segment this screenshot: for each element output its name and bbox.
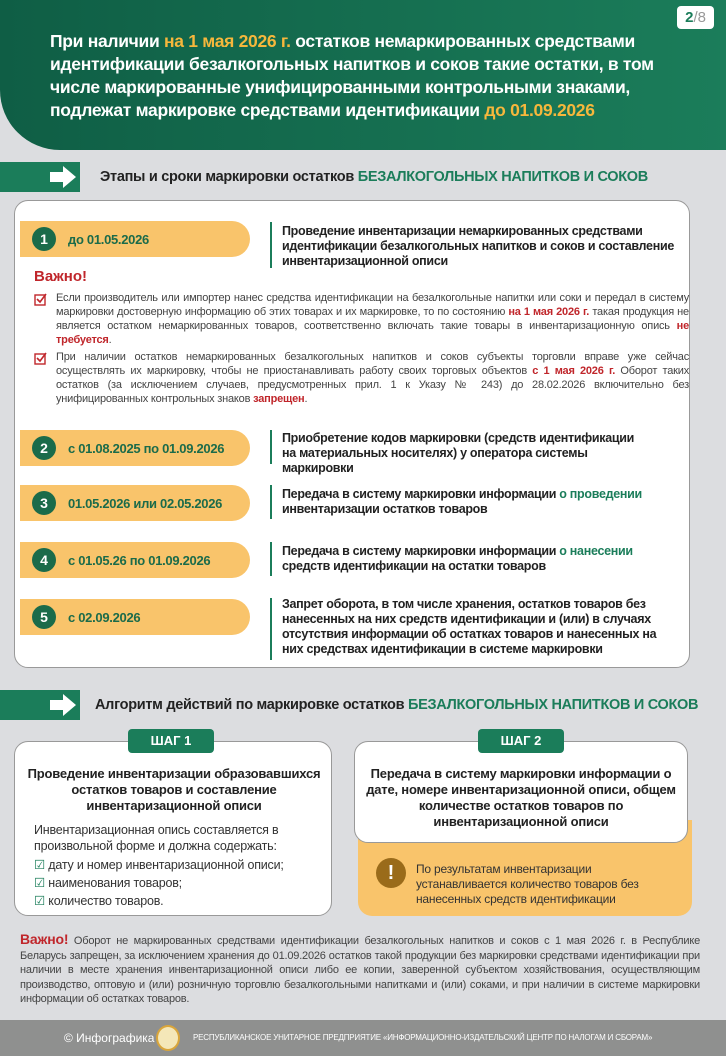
- footer-copyright: © Инфографика: [64, 1031, 155, 1045]
- important-bullet-2: При наличии остатков немаркированных безалкогольных напитков и соков субъекты торговли вправе уже сейчас осуществлять их маркировку, чтобы не приостанавливать работу своих торговых объектов с 1 мая 2026 г. Оборот таких остатков (за исключением случаев, предусмотренных прил. 1 к Указу № 243) до 28.02.2026 включительно без унифицированных контрольных знаков запрещен.: [34, 350, 689, 406]
- arrow-right-icon: [50, 694, 76, 716]
- check-icon: ☑: [34, 876, 46, 890]
- check-icon: ☑: [34, 858, 46, 872]
- step-a-label: ШАГ 1: [128, 729, 214, 753]
- step-1-date: 1 до 01.05.2026: [20, 221, 250, 257]
- section-heading-stages: Этапы и сроки маркировки остатков БЕЗАЛКОГОЛЬНЫХ НАПИТКОВ И СОКОВ: [0, 162, 726, 192]
- important-bullet-1: Если производитель или импортер нанес средства идентификации на безалкогольные напитки или соки и передал в систему маркировки достоверную информацию об этих товарах и их маркировке, то по состоянию на 1 мая 2026 г. такая продукция не является остатком немаркированных товаров, соответственно включать такие товары в инвентаризационную опись не требуется.: [34, 291, 689, 347]
- header-banner: [0, 0, 726, 150]
- checkbox-icon: [34, 352, 47, 365]
- step-a-title: Проведение инвентаризации образовавшихся остатков товаров и составление инвентаризационной описи: [27, 766, 321, 813]
- list-item: ☑ количество товаров.: [34, 894, 164, 908]
- arrow-right-icon: [50, 166, 76, 188]
- footer: [0, 1020, 726, 1056]
- step-a-intro: Инвентаризационная опись составляется в произвольной форме и должна содержать:: [34, 823, 279, 853]
- step-b-label: ШАГ 2: [478, 729, 564, 753]
- step-1-text: Проведение инвентаризации немаркированных средствами идентификации безалкогольных напитков и соков и составление инвентаризационной описи: [282, 224, 674, 268]
- logo-icon: [156, 1025, 180, 1051]
- important-label: Важно!: [34, 268, 88, 285]
- page-total: /8: [693, 9, 706, 26]
- step-a-list: [34, 856, 324, 910]
- step-b-note: По результатам инвентаризации устанавливается количество товаров без нанесенных средств идентификации: [416, 862, 639, 906]
- step-4-text: Передача в систему маркировки информации о нанесении средств идентификации на остатки товаров: [282, 544, 633, 573]
- step-3-text: Передача в систему маркировки информации о проведении инвентаризации остатков товаров: [282, 487, 642, 516]
- step-3-date: 3 01.05.2026 или 02.05.2026: [20, 485, 250, 521]
- step-b-title: Передача в систему маркировки информации о дате, номере инвентаризационной описи, общем количестве остатков товаров по инвентаризационной описи: [366, 766, 676, 829]
- list-item: ☑ дату и номер инвентаризационной описи;: [34, 858, 284, 872]
- step-5-text: Запрет оборота, в том числе хранения, остатков товаров без нанесенных на них средств идентификации и (или) в случаях отсутствия информации об остатках товаров и нанесенных на них средствах идентификации в системе маркировки: [282, 597, 657, 656]
- footer-organization: РЕСПУБЛИКАНСКОЕ УНИТАРНОЕ ПРЕДПРИЯТИЕ «ИНФОРМАЦИОННО-ИЗДАТЕЛЬСКИЙ ЦЕНТР ПО НАЛОГАМ И СБОРАМ»: [193, 1033, 653, 1042]
- step-2-text: Приобретение кодов маркировки (средств идентификации на материальных носителях) у оператора системы маркировки: [282, 431, 634, 475]
- section-heading-algorithm: Алгоритм действий по маркировке остатков БЕЗАЛКОГОЛЬНЫХ НАПИТКОВ И СОКОВ: [0, 690, 726, 720]
- bottom-note: Важно! Оборот не маркированных средствами идентификации безалкогольных напитков и соков с 1 мая 2026 г. в Республике Беларусь запрещен, за исключением хранения до 01.09.2026 остатков такой продукции без маркировки средствами идентификации при наличии в месте хранения инвентаризационной описи либо ее копии, заверенной субъектом хозяйствования, осуществляющим производство, оптовую и (или) розничную торговлю безалкогольными напитками и (или) соками, и при наличии в системе маркировки информации об остатках товаров.: [20, 931, 700, 1005]
- check-icon: ☑: [34, 894, 46, 908]
- exclamation-icon: !: [376, 858, 406, 888]
- page-current: 2: [685, 9, 694, 26]
- page-title: При наличии на 1 мая 2026 г. остатков немаркированных средствами идентификации безалкогольных напитков и соков такие остатки, в том числе маркированные унифицированными контрольными знаками, подлежат маркировке средствами идентификации до 01.09.2026: [50, 31, 654, 120]
- step-5-date: 5 с 02.09.2026: [20, 599, 250, 635]
- step-2-date: 2 с 01.08.2025 по 01.09.2026: [20, 430, 250, 466]
- list-item: ☑ наименования товаров;: [34, 876, 182, 890]
- page-number: [677, 6, 714, 29]
- checkbox-icon: [34, 293, 47, 306]
- step-4-date: 4 с 01.05.26 по 01.09.2026: [20, 542, 250, 578]
